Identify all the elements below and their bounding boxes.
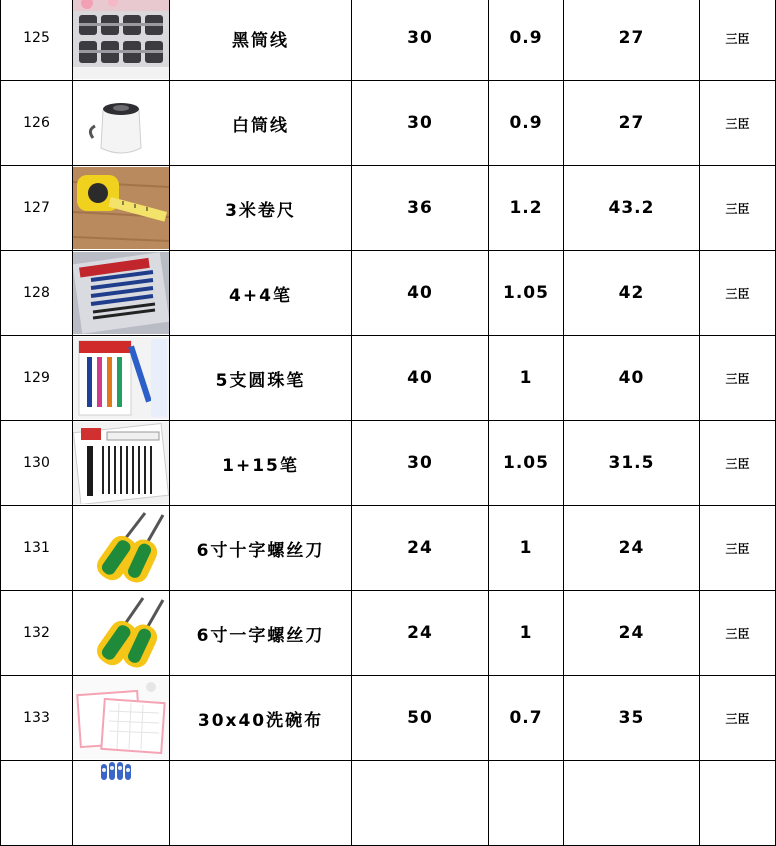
unit-price: 1.05 — [489, 251, 564, 336]
supplier: 三臣 — [700, 676, 776, 761]
unit-price: 0.9 — [489, 81, 564, 166]
unit-price: 1 — [489, 591, 564, 676]
table-row — [1, 506, 776, 591]
table-row — [1, 81, 776, 166]
total: 24 — [564, 506, 700, 591]
product-name: 6寸十字螺丝刀 — [170, 506, 352, 591]
total: 31.5 — [564, 421, 700, 506]
product-name: 4+4笔 — [170, 251, 352, 336]
row-number: 125 — [1, 0, 73, 81]
quantity: 24 — [352, 506, 489, 591]
product-image — [73, 591, 170, 676]
product-image — [73, 336, 170, 421]
product-name: 6寸一字螺丝刀 — [170, 591, 352, 676]
table-row — [1, 761, 776, 846]
supplier: 三臣 — [700, 251, 776, 336]
product-name: 白筒线 — [170, 81, 352, 166]
total: 40 — [564, 336, 700, 421]
phillips-screwdriver-icon — [73, 507, 169, 589]
product-name: 3米卷尺 — [170, 166, 352, 251]
supplier: 三臣 — [700, 506, 776, 591]
quantity — [352, 761, 489, 846]
row-number — [1, 761, 73, 846]
row-number: 126 — [1, 81, 73, 166]
product-name — [170, 761, 352, 846]
ballpoint-pens-icon — [73, 337, 169, 419]
supplier: 三臣 — [700, 0, 776, 81]
product-name: 1+15笔 — [170, 421, 352, 506]
row-number: 128 — [1, 251, 73, 336]
total: 24 — [564, 591, 700, 676]
row-number: 133 — [1, 676, 73, 761]
total — [564, 761, 700, 846]
product-image — [73, 506, 170, 591]
table-row — [1, 336, 776, 421]
row-number: 130 — [1, 421, 73, 506]
table-row — [1, 166, 776, 251]
table-row — [1, 676, 776, 761]
supplier: 三臣 — [700, 421, 776, 506]
row-number: 131 — [1, 506, 73, 591]
table-row — [1, 251, 776, 336]
black-thread-spools-icon — [73, 0, 169, 79]
unit-price: 1.2 — [489, 166, 564, 251]
gloves-icon — [73, 762, 169, 844]
unit-price — [489, 761, 564, 846]
white-thread-spool-icon — [73, 82, 169, 164]
product-name: 5支圆珠笔 — [170, 336, 352, 421]
quantity: 24 — [352, 591, 489, 676]
product-image — [73, 761, 170, 846]
dish-cloth-icon — [73, 677, 169, 759]
unit-price: 1.05 — [489, 421, 564, 506]
supplier: 三臣 — [700, 166, 776, 251]
total: 43.2 — [564, 166, 700, 251]
quantity: 40 — [352, 251, 489, 336]
pen-refills-icon — [73, 422, 169, 504]
total: 27 — [564, 81, 700, 166]
product-image — [73, 0, 170, 81]
flat-screwdriver-icon — [73, 592, 169, 674]
product-image — [73, 251, 170, 336]
row-number: 129 — [1, 336, 73, 421]
quantity: 30 — [352, 421, 489, 506]
supplier: 三臣 — [700, 336, 776, 421]
total: 42 — [564, 251, 700, 336]
supplier — [700, 761, 776, 846]
pen-pack-icon — [73, 252, 169, 334]
total: 27 — [564, 0, 700, 81]
quantity: 30 — [352, 81, 489, 166]
table-row — [1, 421, 776, 506]
row-number: 132 — [1, 591, 73, 676]
quantity: 40 — [352, 336, 489, 421]
table-row — [1, 591, 776, 676]
supplier: 三臣 — [700, 591, 776, 676]
unit-price: 1 — [489, 506, 564, 591]
supplier: 三臣 — [700, 81, 776, 166]
unit-price: 0.7 — [489, 676, 564, 761]
quantity: 36 — [352, 166, 489, 251]
product-image — [73, 81, 170, 166]
tape-measure-icon — [73, 167, 169, 249]
quantity: 30 — [352, 0, 489, 81]
unit-price: 1 — [489, 336, 564, 421]
product-name: 30x40洗碗布 — [170, 676, 352, 761]
quantity: 50 — [352, 676, 489, 761]
unit-price: 0.9 — [489, 0, 564, 81]
product-image — [73, 166, 170, 251]
total: 35 — [564, 676, 700, 761]
table-row — [1, 0, 776, 81]
product-name: 黑筒线 — [170, 0, 352, 81]
row-number: 127 — [1, 166, 73, 251]
product-image — [73, 421, 170, 506]
product-image — [73, 676, 170, 761]
